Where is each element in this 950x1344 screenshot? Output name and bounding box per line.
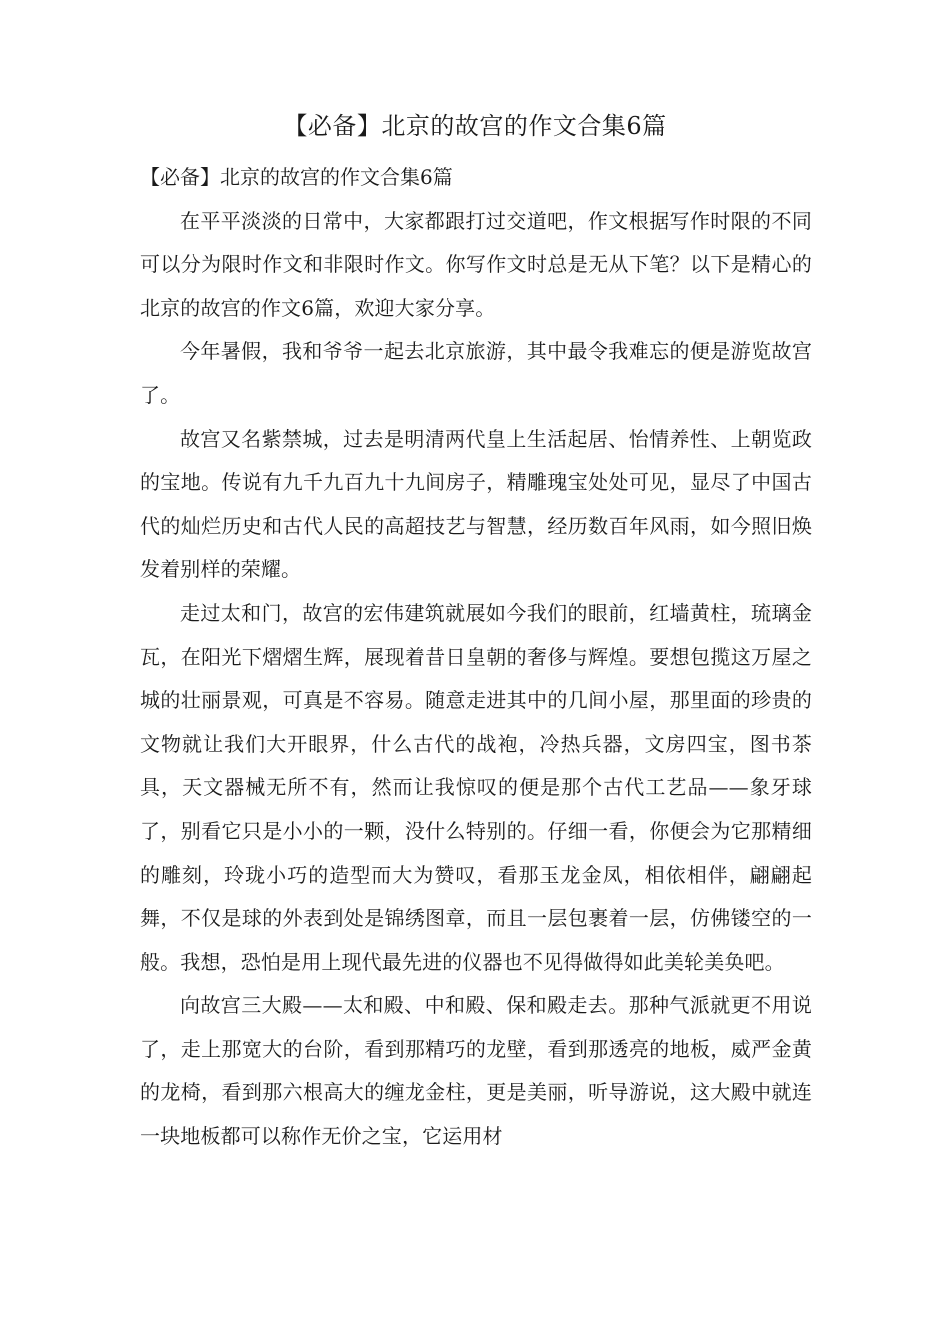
paragraph-three-halls: 向故宫三大殿——太和殿、中和殿、保和殿走去。那种气派就更不用说了，走上那宽大的台阶，看到那精巧的龙壁，看到那透亮的地板，威严金黄的龙椅，看到那六根高大的缠龙金柱，更是美丽，听导游说，这大殿中就连一块地板都可以称作无价之宝，它运用材 xyxy=(140,993,812,1149)
document-body xyxy=(140,156,812,1159)
paragraph-taihe-gate: 走过太和门，故宫的宏伟建筑就展如今我们的眼前，红墙黄柱，琉璃金瓦，在阳光下熠熠生辉，展现着昔日皇朝的奢侈与辉煌。要想包揽这万屋之城的壮丽景观，可真是不容易。随意走进其中的几间小屋，那里面的珍贵的文物就让我们大开眼界，什么古代的战袍，冷热兵器，文房四宝，图书茶具，天文器械无所不有，然而让我惊叹的便是那个古代工艺品——象牙球了，别看它只是小小的一颗，没什么特别的。仔细一看，你便会为它那精细的雕刻，玲珑小巧的造型而大为赞叹，看那玉龙金凤，相依相伴，翩翩起舞，不仅是球的外表到处是锦绣图章，而且一层包裹着一层，仿佛镂空的一般。我想，恐怕是用上现代最先进的仪器也不见得做得如此美轮美奂吧。 xyxy=(140,600,812,974)
paragraph-forbidden-city: 故宫又名紫禁城，过去是明清两代皇上生活起居、怡情养性、上朝览政的宝地。传说有九千九百九十九间房子，精雕瑰宝处处可见，显尽了中国古代的灿烂历史和古代人民的高超技艺与智慧，经历数百年风雨，如今照旧焕发着别样的荣耀。 xyxy=(140,426,812,582)
document-title: 【必备】北京的故宫的作文合集6篇 xyxy=(283,112,667,140)
paragraph-intro: 在平平淡淡的日常中，大家都跟打过交道吧，作文根据写作时限的不同可以分为限时作文和非限时作文。你写作文时总是无从下笔？以下是精心的北京的故宫的作文6篇，欢迎大家分享。 xyxy=(140,208,812,320)
paragraph-summer-trip: 今年暑假，我和爷爷一起去北京旅游，其中最令我难忘的便是游览故宫了。 xyxy=(140,339,812,407)
document-subtitle: 【必备】北京的故宫的作文合集6篇 xyxy=(140,165,453,189)
